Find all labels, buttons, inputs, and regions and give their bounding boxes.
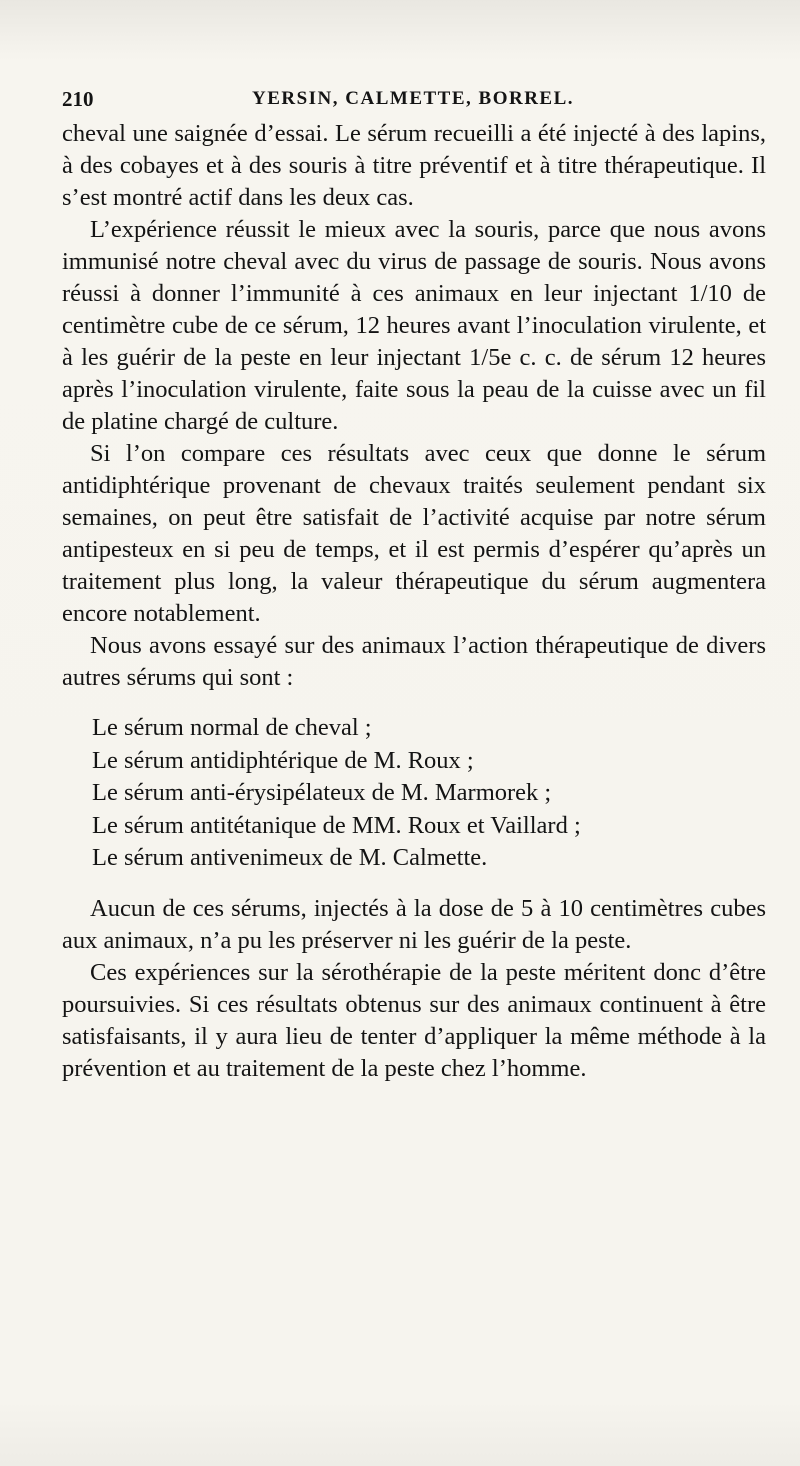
serum-list-item: Le sérum antitétanique de MM. Roux et Vaillard ; (92, 811, 581, 839)
paragraph-continued: cheval une saignée d’essai. Le sérum recueilli a été injecté à des lapins, à des cobayes et à des souris à titre préventif et à titre thérapeutique. Il s’est montré actif dans les deux cas. (62, 120, 766, 211)
serum-list (62, 712, 766, 875)
paragraph: Si l’on compare ces résultats avec ceux que donne le sérum antidiphtérique provenant de chevaux traités seulement pendant six semaines, on peut être satisfait de l’activité acquise par notre sérum antipesteux en si peu de temps, et il est permis d’espérer qu’après un traitement plus long, la valeur thérapeutique du sérum augmentera encore notablement. (62, 440, 766, 627)
running-title: YERSIN, CALMETTE, BORREL. (251, 88, 575, 109)
page-number: 210 (62, 87, 94, 111)
paragraph: Ces expériences sur la sérothérapie de la peste méritent donc d’être poursuivies. Si ces résultats obtenus sur des animaux continuent à être satisfaisants, il y aura lieu de tenter d’appliquer la même méthode à la prévention et au traitement de la peste chez l’homme. (62, 958, 766, 1082)
serum-list-item: Le sérum normal de cheval ; (92, 714, 372, 741)
serum-list-item: Le sérum antidiphtérique de M. Roux ; (92, 746, 474, 774)
page-header (62, 84, 764, 114)
paragraph: Aucun de ces sérums, injectés à la dose de 5 à 10 centimètres cubes aux animaux, n’a pu les préserver ni les guérir de la peste. (62, 894, 766, 954)
serum-list-item: Le sérum antivenimeux de M. Calmette. (92, 844, 488, 871)
paragraph: Nous avons essayé sur des animaux l’action thérapeutique de divers autres sérums qui sont : (62, 632, 766, 691)
paragraph: L’expérience réussit le mieux avec la souris, parce que nous avons immunisé notre cheval avec du virus de passage de souris. Nous avons réussi à donner l’immunité à ces animaux en leur injectant 1/10 de centimètre cube de ce sérum, 12 heures avant l’inoculation virulente, et à les guérir de la peste en leur injectant 1/5e c. c. de sérum 12 heures après l’inoculation virulente, faite sous la peau de la cuisse avec un fil de platine chargé de culture. (62, 216, 766, 435)
serum-list-item: Le sérum anti-érysipélateux de M. Marmorek ; (92, 779, 552, 806)
body-text (62, 118, 766, 1085)
